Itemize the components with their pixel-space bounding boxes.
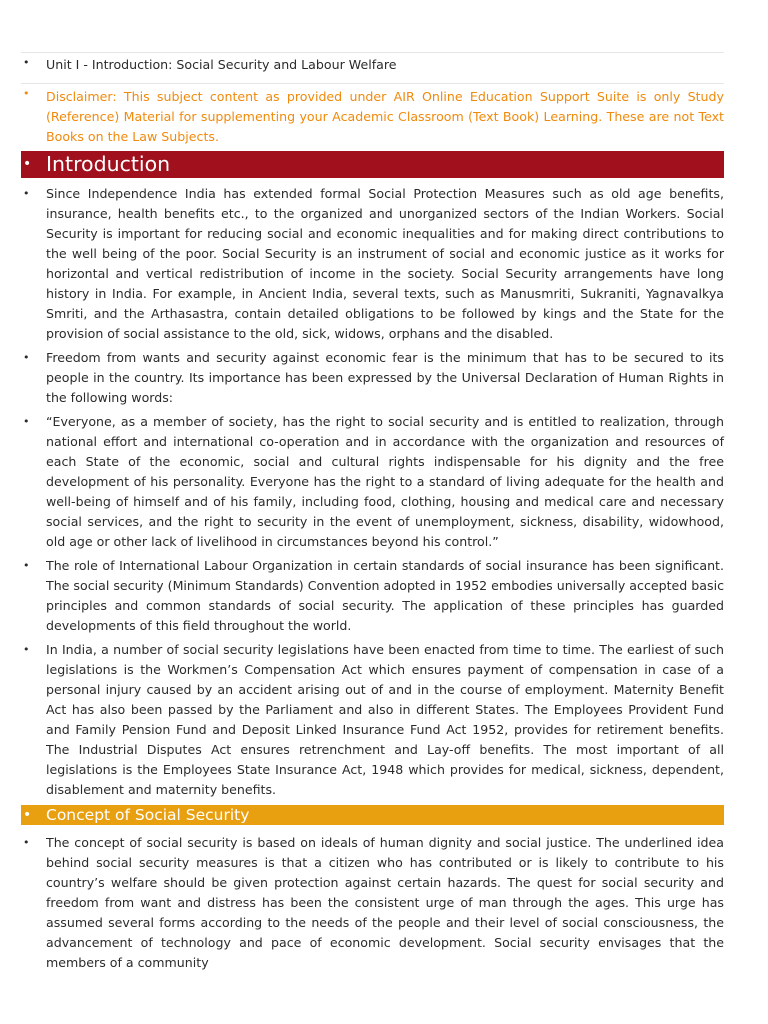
paragraph-text: Since Independence India has extended formal Social Protection Measures such as old age benefits, insurance, health benefits etc., to the organized and unorganized sectors of the Indian Workers. Social Security is important for reducing social and economic inequalities and for making direct contributions to the well being of the poor. Social Security is an instrument of social and economic justice as it works for horizontal and vertical redistribution of income in the society. Social Security arrangements have long history in India. For example, in Ancient India, several texts, such as Manusmriti, Sukraniti, Yagnavalkya Smriti, and the Arthasastra, contain detailed obligations to be followed by kings and the State for the provision of social assistance to the old, sick, widows, orphans and the disabled. [46, 186, 724, 341]
introduction-heading-text: Introduction [46, 152, 171, 176]
unit-title-item [21, 52, 724, 83]
bullet-icon: • [23, 56, 30, 69]
bullet-icon: • [23, 836, 30, 849]
unit-title: Unit I - Introduction: Social Security and Labour Welfare [46, 57, 397, 72]
paragraph-text: In India, a number of social security legislations have been enacted from time to time. The earliest of such legislations is the Workmen’s Compensation Act which ensures payment of compensation in case of a personal injury caused by an accident arising out of and in the course of employment. Maternity Benefit Act has also been passed by the Parliament and also in different States. The Employees Provident Fund and Family Pension Fund and Deposit Linked Insurance Fund Act 1952, provides for retirement benefits. The Industrial Disputes Act ensures retrenchment and Lay-off benefits. The most important of all legislations is the Employees State Insurance Act, 1948 which provides for medical, sickness, dependent, disablement and maternity benefits. [46, 642, 724, 797]
introduction-paragraph [21, 348, 724, 412]
udhr-quote-paragraph [21, 412, 724, 556]
document-body [21, 52, 724, 977]
concept-heading-text: Concept of Social Security [46, 806, 250, 824]
introduction-paragraph [21, 556, 724, 640]
bullet-icon: • [23, 559, 30, 572]
concept-paragraph [21, 833, 724, 977]
introduction-paragraph [21, 640, 724, 804]
paragraph-text: The role of International Labour Organization in certain standards of social insurance has been significant. The social security (Minimum Standards) Convention adopted in 1952 embodies universally accepted basic principles and common standards of social security. The application of these principles has guarded developments of this field throughout the world. [46, 558, 724, 633]
paragraph-text: Freedom from wants and security against economic fear is the minimum that has to be secured to its people in the country. Its importance has been expressed by the Universal Declaration of Human Rights in the following words: [46, 350, 724, 405]
introduction-paragraph [21, 184, 724, 348]
concept-heading [21, 805, 724, 825]
paragraph-text: “Everyone, as a member of society, has the right to social security and is entitled to realization, through national effort and international co-operation and in accordance with the organization and resources of each State of the economic, social and cultural rights indispensable for his dignity and the free development of his personality. Everyone has the right to a standard of living adequate for the health and well-being of himself and of his family, including food, clothing, housing and medical care and necessary social services, and the right to security in the event of unemployment, sickness, disability, widowhood, old age or other lack of livelihood in circumstances beyond his control.” [46, 414, 724, 549]
bullet-icon: • [23, 187, 30, 200]
bullet-icon: • [23, 415, 30, 428]
bullet-icon: • [23, 87, 30, 100]
introduction-heading [21, 151, 724, 178]
bullet-icon: • [23, 351, 30, 364]
paragraph-text: The concept of social security is based on ideals of human dignity and social justice. The underlined idea behind social security measures is that a citizen who has contributed or is likely to contribute to his country’s welfare should be given protection against certain hazards. The quest for social security and freedom from want and distress has been the consistent urge of man through the ages. This urge has assumed several forms according to the needs of the people and their level of social consciousness, the advancement of technology and pace of economic development. Social security envisages that the members of a community [46, 835, 724, 970]
bullet-icon: • [23, 807, 32, 823]
disclaimer-text: Disclaimer: This subject content as provided under AIR Online Education Support Suite is only Study (Reference) Material for supplementing your Academic Classroom (Text Book) Learning. These are not Text Books on the Law Subjects. [46, 89, 724, 144]
bullet-icon: • [23, 643, 30, 656]
bullet-icon: • [23, 156, 32, 172]
disclaimer-item [21, 83, 724, 151]
